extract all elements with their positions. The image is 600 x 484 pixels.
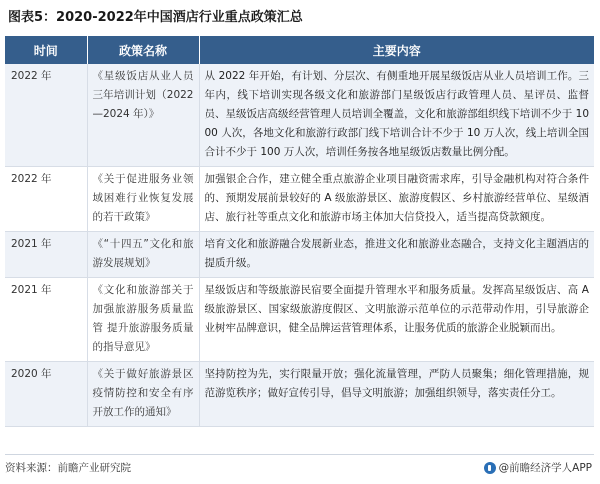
row-time: 2021 年 [5, 278, 87, 362]
row-time: 2022 年 [5, 167, 87, 232]
row-time: 2021 年 [5, 232, 87, 278]
header-policy: 政策名称 [87, 36, 199, 64]
brand-logo-icon [484, 462, 496, 474]
row-policy: 《关于做好旅游景区疫情防控和安全有序开放工作的通知》 [87, 362, 199, 427]
row-time: 2020 年 [5, 362, 87, 427]
header-content: 主要内容 [199, 36, 594, 64]
brand-credit [484, 460, 592, 475]
table-header-row [5, 36, 594, 64]
row-content: 星级饭店和等级旅游民宿要全面提升管理水平和服务质量。发挥高星级饭店、高 A 级旅游景区、国家级旅游度假区、文明旅游示范单位的示范带动作用，引导旅游企业树牢品牌意识，健全品牌运营管理体系，让服务优质的旅游企业脱颖而出。 [199, 278, 594, 362]
row-content: 从 2022 年开始，有计划、分层次、有侧重地开展星级饭店从业人员培训工作。三年内，线下培训实现各级文化和旅游部门星级饭店行政管理人员、星评员、监督员、星级饭店高级经营管理人员培训全覆盖，文化和旅游部组织线下培训不少于 1000 人次，各地文化和旅游行政部门线下培训合计不少于 10 万人次，线上培训全国合计不少于 100 万人次，培训任务按各地星级饭店数量比例分配。 [199, 64, 594, 167]
row-time: 2022 年 [5, 64, 87, 167]
row-policy: 《关于促进服务业领域困难行业恢复发展的若干政策》 [87, 167, 199, 232]
row-content: 加强银企合作，建立健全重点旅游企业项目融资需求库，引导金融机构对符合条件的、预期发展前景较好的 A 级旅游景区、旅游度假区、乡村旅游经营单位、星级酒店、旅行社等重点文化和旅游市场主体加大信贷投入，适当提高贷款额度。 [199, 167, 594, 232]
table-row [5, 167, 594, 232]
row-policy: 《“十四五”文化和旅游发展规划》 [87, 232, 199, 278]
table-row [5, 64, 594, 167]
row-content: 培育文化和旅游融合发展新业态，推进文化和旅游业态融合，支持文化主题酒店的提质升级。 [199, 232, 594, 278]
header-time: 时间 [5, 36, 87, 64]
table-row [5, 278, 594, 362]
brand-label: @前瞻经济学人APP [498, 462, 592, 474]
footer-divider [5, 454, 594, 455]
row-policy: 《星级饭店从业人员三年培训计划（2022—2024 年）》 [87, 64, 199, 167]
table-row [5, 232, 594, 278]
policy-table [5, 36, 594, 427]
table-row [5, 362, 594, 427]
row-content: 坚持防控为先，实行限量开放；强化流量管理，严防人员聚集；细化管理措施，规范游览秩序；做好宣传引导，倡导文明旅游；加强组织领导，落实责任分工。 [199, 362, 594, 427]
chart-title: 图表5：2020-2022年中国酒店行业重点政策汇总 [8, 10, 303, 25]
row-policy: 《文化和旅游部关于加强旅游服务质量监管 提升旅游服务质量的指导意见》 [87, 278, 199, 362]
source-note: 资料来源：前瞻产业研究院 [5, 462, 131, 474]
